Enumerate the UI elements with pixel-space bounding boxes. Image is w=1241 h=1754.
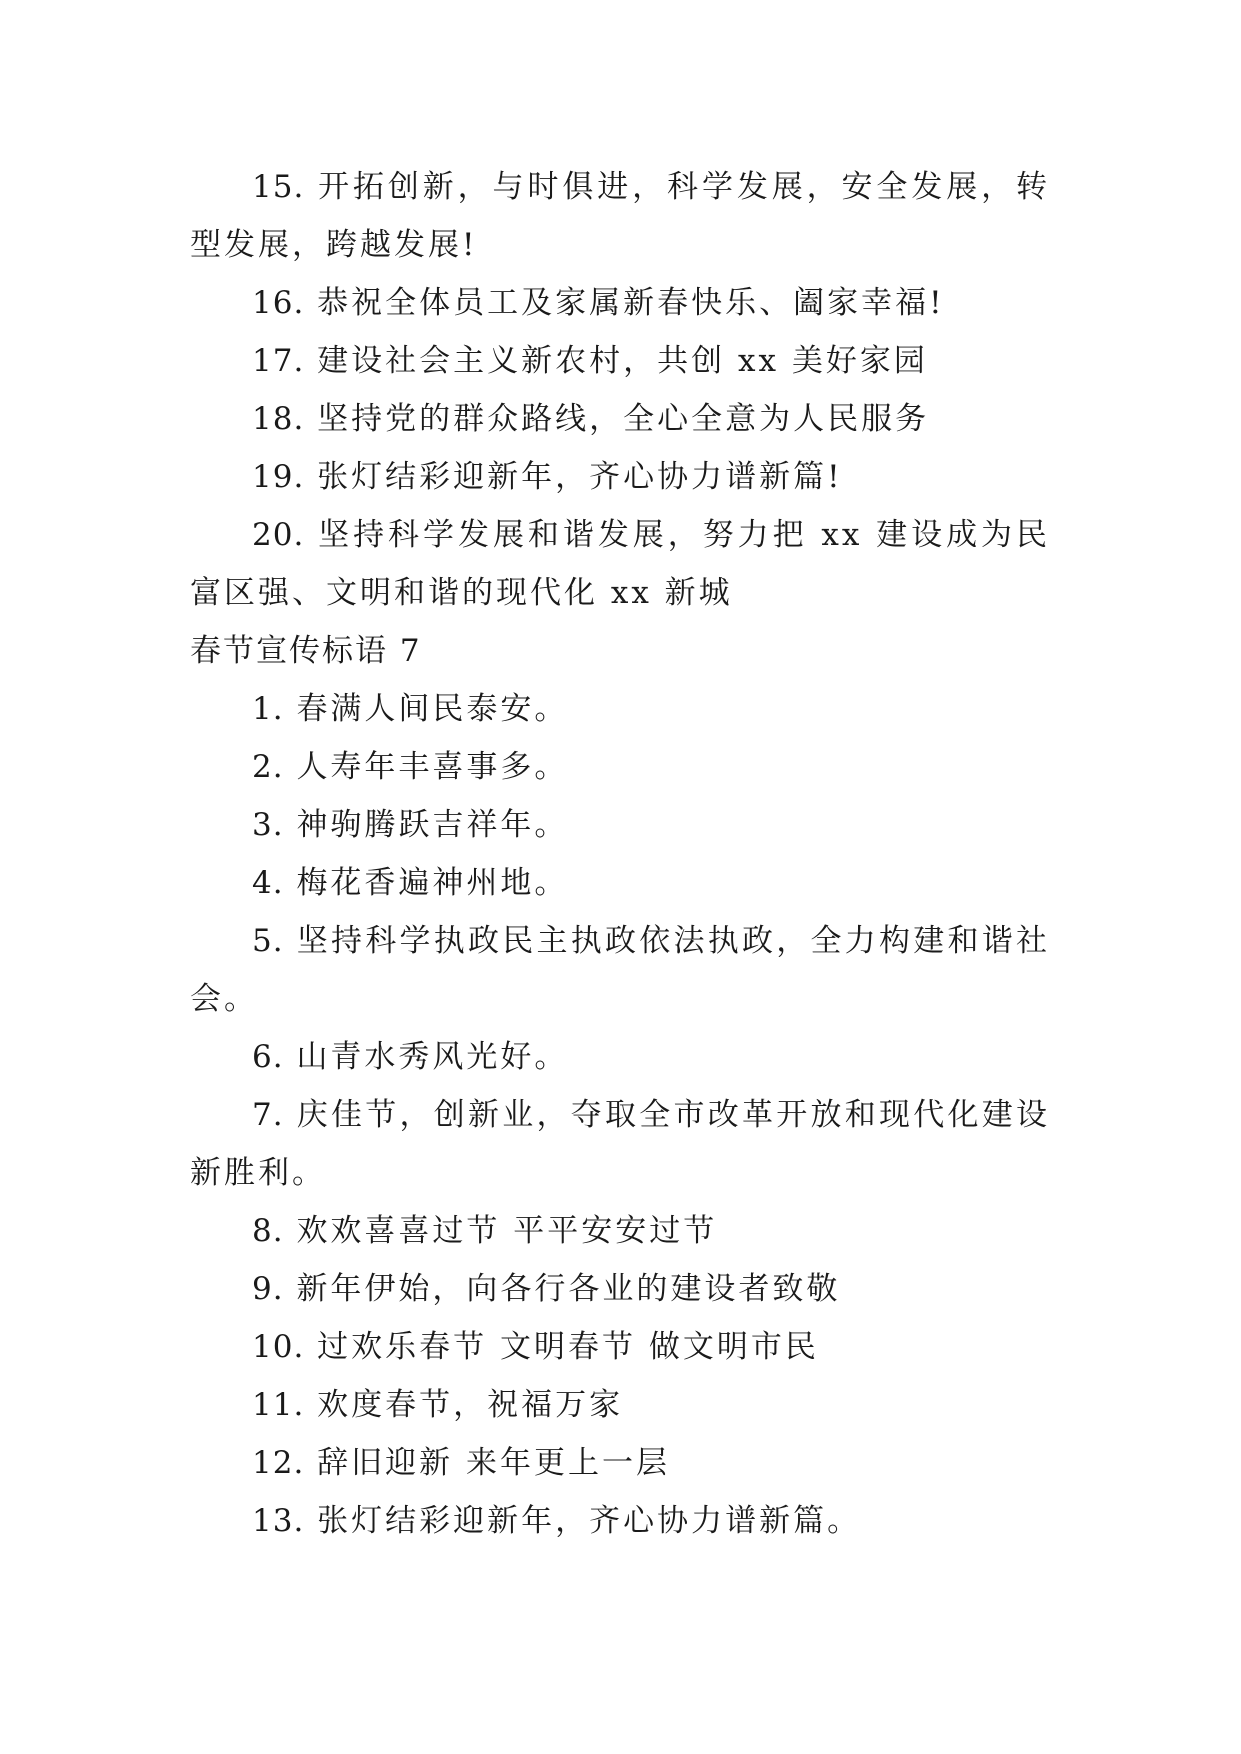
list-item: 18. 坚持党的群众路线，全心全意为人民服务	[252, 401, 930, 437]
list-item: 12. 辞旧迎新 来年更上一层	[252, 1445, 671, 1481]
list-item: 4. 梅花香遍神州地。	[252, 865, 569, 901]
list-item: 15. 开拓创新，与时俱进，科学发展，安全发展，转型发展，跨越发展!	[190, 169, 1051, 263]
document-body	[190, 158, 1050, 1550]
list-item: 6. 山青水秀风光好。	[252, 1039, 569, 1075]
list-item: 19. 张灯结彩迎新年，齐心协力谱新篇!	[252, 459, 843, 495]
list-item: 8. 欢欢喜喜过节 平平安安过节	[252, 1213, 718, 1249]
list-item: 3. 神驹腾跃吉祥年。	[252, 807, 569, 843]
section-heading: 春节宣传标语 7	[190, 633, 422, 669]
list-item: 9. 新年伊始，向各行各业的建设者致敬	[252, 1271, 841, 1307]
list-item: 11. 欢度春节，祝福万家	[252, 1387, 624, 1423]
list-item: 5. 坚持科学执政民主执政依法执政，全力构建和谐社会。	[190, 923, 1050, 1017]
list-item: 16. 恭祝全体员工及家属新春快乐、阖家幸福!	[252, 285, 945, 321]
list-item: 10. 过欢乐春节 文明春节 做文明市民	[252, 1329, 819, 1365]
list-item: 1. 春满人间民泰安。	[252, 691, 569, 727]
list-item: 13. 张灯结彩迎新年，齐心协力谱新篇。	[252, 1503, 862, 1539]
list-item: 7. 庆佳节，创新业，夺取全市改革开放和现代化建设新胜利。	[190, 1097, 1050, 1191]
list-item: 20. 坚持科学发展和谐发展，努力把 xx 建设成为民富区强、文明和谐的现代化 xx 新城	[190, 517, 1051, 611]
list-item: 2. 人寿年丰喜事多。	[252, 749, 569, 785]
list-item: 17. 建设社会主义新农村，共创 xx 美好家园	[252, 343, 928, 379]
